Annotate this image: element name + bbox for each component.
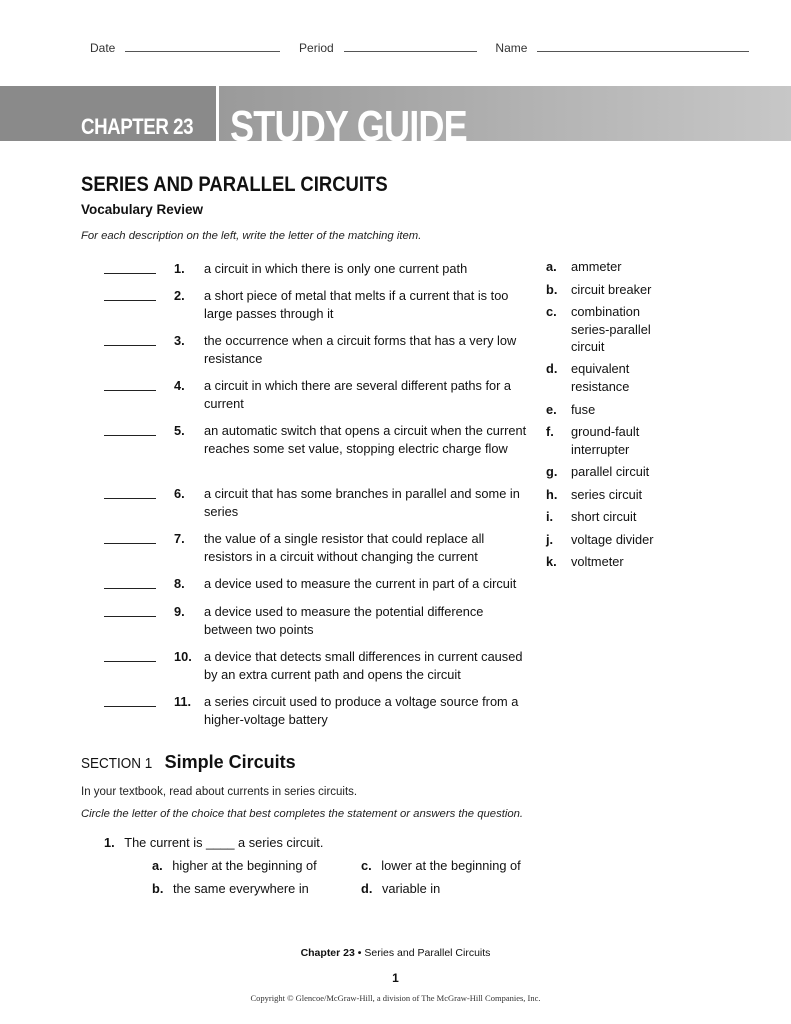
answer-blank[interactable]	[104, 332, 156, 346]
answer-blank[interactable]	[104, 530, 156, 544]
question-1	[104, 835, 323, 850]
name-label: Name	[495, 41, 528, 55]
answer-blank[interactable]	[104, 260, 156, 274]
question-text: The current is ____ a series circuit.	[124, 835, 324, 850]
answer-blank[interactable]	[104, 648, 156, 662]
date-label: Date	[90, 41, 116, 55]
choice-c[interactable]: c. lower at the beginning of	[361, 858, 521, 873]
period-label: Period	[299, 41, 334, 55]
answer-blank[interactable]	[104, 287, 156, 301]
answer-blank[interactable]	[104, 377, 156, 391]
date-field[interactable]	[125, 40, 280, 52]
page-title: SERIES AND PARALLEL CIRCUITS	[81, 173, 388, 196]
section-title: Simple Circuits	[164, 752, 296, 772]
answer-blank[interactable]	[104, 422, 156, 436]
study-guide-label: STUDY GUIDE	[230, 102, 467, 151]
banner-divider	[216, 86, 219, 141]
period-field[interactable]	[344, 40, 477, 52]
section-read: In your textbook, read about currents in series circuits.	[81, 786, 358, 798]
footer-chapter: Chapter 23 • Series and Parallel Circuits	[300, 947, 491, 959]
name-field[interactable]	[537, 40, 749, 52]
vocab-heading: Vocabulary Review	[81, 202, 204, 217]
choice-d[interactable]: d. variable in	[361, 881, 441, 896]
answer-blank[interactable]	[104, 575, 156, 589]
answer-blank[interactable]	[104, 603, 156, 617]
header-fields	[90, 40, 749, 55]
choice-a[interactable]: a. higher at the beginning of	[152, 858, 317, 873]
question-number: 1.	[104, 835, 115, 850]
page-number: 1	[392, 971, 399, 985]
section-label: SECTION 1	[81, 755, 153, 772]
section-heading	[81, 752, 296, 773]
chapter-label: CHAPTER 23	[81, 114, 194, 139]
choice-b[interactable]: b. the same everywhere in	[152, 881, 309, 896]
answer-blank[interactable]	[104, 485, 156, 499]
answer-blank[interactable]	[104, 693, 156, 707]
copyright: Copyright © Glencoe/McGraw-Hill, a division of The McGraw-Hill Companies, Inc.	[250, 993, 541, 1003]
section-instruction: Circle the letter of the choice that best completes the statement or answers the question.	[81, 808, 524, 820]
vocab-instruction: For each description on the left, write the letter of the matching item.	[81, 230, 422, 242]
